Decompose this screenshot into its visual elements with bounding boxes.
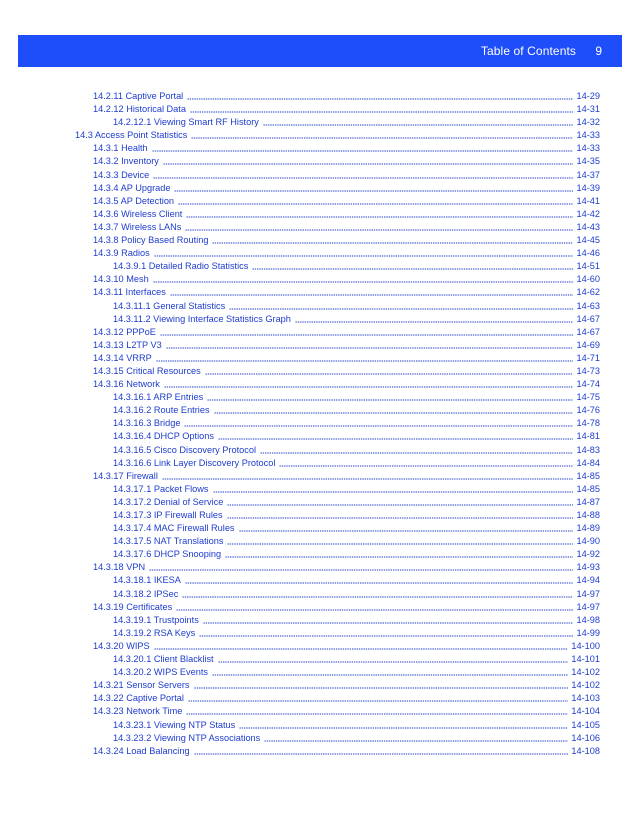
toc-entry-page[interactable]: 14-37 — [576, 169, 600, 180]
toc-entry-page[interactable]: 14-102 — [571, 680, 600, 691]
toc-entry-title[interactable]: 14.3.12 PPPoE — [93, 326, 156, 337]
toc-entry-page[interactable]: 14-106 — [571, 732, 600, 743]
toc-leader-dots — [239, 530, 573, 532]
toc-leader-dots — [263, 124, 573, 126]
toc-entry[interactable] — [0, 352, 638, 365]
toc-entry-title[interactable]: 14.2.11 Captive Portal — [93, 91, 184, 101]
toc-entry-title[interactable]: 14.3.17.6 DHCP Snooping — [113, 549, 222, 560]
toc-leader-dots — [185, 582, 573, 584]
toc-entry[interactable] — [0, 705, 638, 718]
toc-entry-page[interactable]: 14-51 — [576, 261, 600, 272]
toc-entry-title[interactable]: 14.3.3 Device — [93, 169, 150, 180]
toc-entry-title[interactable]: 14.3.16.2 Route Entries — [113, 405, 210, 416]
toc-entry-title[interactable]: 14.3.16 Network — [93, 379, 160, 390]
toc-entry[interactable] — [0, 300, 638, 313]
toc-entry-page[interactable]: 14-108 — [571, 745, 600, 756]
toc-entry-title[interactable]: 14.3.11.1 General Statistics — [113, 300, 226, 311]
toc-entry[interactable] — [0, 195, 638, 208]
toc-entry-page[interactable]: 14-33 — [576, 143, 600, 154]
toc-entry-page[interactable]: 14-85 — [576, 470, 600, 481]
toc-entry[interactable] — [0, 588, 638, 601]
toc-leader-dots — [218, 438, 573, 440]
header-page-number: 9 — [595, 44, 602, 58]
toc-entry-title[interactable]: 14.3.19.1 Trustpoints — [113, 614, 199, 625]
toc-leader-dots — [227, 517, 573, 519]
toc-entry[interactable] — [0, 640, 638, 653]
toc-leader-dots — [149, 569, 573, 571]
toc-entry-title[interactable]: 14.3.17.4 MAC Firewall Rules — [113, 523, 235, 534]
toc-leader-dots — [178, 203, 573, 205]
toc-entry-page[interactable]: 14-84 — [576, 457, 600, 468]
toc-entry-page[interactable]: 14-41 — [576, 195, 600, 206]
toc-entry-title[interactable]: 14.3.16.5 Cisco Discovery Protocol — [113, 444, 256, 455]
toc-leader-dots — [191, 137, 573, 139]
toc-entry-title[interactable]: 14.3.17.3 IP Firewall Rules — [113, 510, 223, 520]
toc-entry-title[interactable]: 14.3.9.1 Detailed Radio Statistics — [113, 261, 249, 272]
toc-entry-page[interactable]: 14-69 — [576, 339, 600, 350]
toc-entry[interactable] — [0, 430, 638, 443]
header-bar — [18, 35, 622, 67]
toc-leader-dots — [163, 163, 573, 165]
toc-entry[interactable] — [0, 378, 638, 391]
toc-entry[interactable] — [0, 365, 638, 378]
toc-entry[interactable] — [0, 548, 638, 561]
toc-entry-title[interactable]: 14.3.17.2 Denial of Service — [113, 496, 224, 507]
toc-entry-page[interactable]: 14-105 — [571, 719, 600, 730]
toc-entry-page[interactable]: 14-29 — [576, 91, 600, 101]
toc-leader-dots — [264, 740, 568, 742]
toc-entry-page[interactable]: 14-90 — [576, 536, 600, 547]
toc-entry-page[interactable]: 14-88 — [576, 510, 600, 520]
toc-leader-dots — [218, 661, 568, 663]
toc-entry[interactable] — [0, 509, 638, 522]
toc-entry[interactable] — [0, 260, 638, 273]
toc-entry[interactable] — [0, 574, 638, 587]
toc-entry[interactable] — [0, 470, 638, 483]
toc-entry-page[interactable]: 14-60 — [576, 274, 600, 285]
toc-entry[interactable] — [0, 182, 638, 195]
toc-entry[interactable] — [0, 614, 638, 627]
toc-entry[interactable] — [0, 129, 638, 142]
toc-entry-title[interactable]: 14.3.19 Certificates — [93, 601, 173, 612]
toc-entry[interactable] — [0, 90, 638, 103]
toc-entry-title[interactable]: 14.3.10 Mesh — [93, 274, 149, 285]
toc-leader-dots — [156, 360, 573, 362]
toc-entry-title[interactable]: 14.3.24 Load Balancing — [93, 745, 190, 756]
toc-leader-dots — [182, 596, 573, 598]
toc-leader-dots — [160, 334, 573, 336]
toc-entry-page[interactable]: 14-74 — [576, 379, 600, 390]
toc-leader-dots — [166, 347, 573, 349]
toc-entry-page[interactable]: 14-31 — [576, 104, 600, 115]
toc-entry[interactable] — [0, 561, 638, 574]
toc-leader-dots — [194, 753, 568, 755]
toc-leader-dots — [225, 556, 573, 558]
toc-leader-dots — [153, 281, 573, 283]
toc-entry-title[interactable]: 14.3.17 Firewall — [93, 470, 158, 481]
toc-entry-page[interactable]: 14-71 — [576, 352, 600, 363]
toc-entry-title[interactable]: 14.3.23.1 Viewing NTP Status — [113, 719, 236, 730]
header-title: Table of Contents — [480, 44, 576, 58]
toc-entry-page[interactable]: 14-45 — [576, 235, 600, 246]
toc-entry[interactable] — [0, 692, 638, 705]
toc-entry[interactable] — [0, 404, 638, 417]
toc-entry[interactable] — [0, 103, 638, 116]
toc-leader-dots — [164, 386, 573, 388]
toc-entry-title[interactable]: 14.3.11 Interfaces — [93, 287, 166, 298]
toc-leader-dots — [184, 425, 573, 427]
toc-leader-dots — [207, 399, 573, 401]
toc-entry-title[interactable]: 14.3.22 Captive Portal — [93, 693, 184, 704]
toc-leader-dots — [239, 727, 568, 729]
toc-leader-dots — [188, 700, 568, 702]
toc-entry-title[interactable]: 14.3.1 Health — [93, 143, 148, 154]
toc-entry[interactable] — [0, 339, 638, 352]
toc-entry-page[interactable]: 14-75 — [576, 392, 600, 403]
toc-entry[interactable] — [0, 169, 638, 182]
toc-entry-title[interactable]: 14.3.11.2 Viewing Interface Statistics Graph — [113, 313, 291, 324]
toc-leader-dots — [252, 268, 573, 270]
toc-entry-title[interactable]: 14.3.18.1 IKESA — [113, 575, 181, 586]
toc-entry-title[interactable]: 14.3.18.2 IPSec — [113, 588, 179, 599]
toc-leader-dots — [176, 609, 573, 611]
toc-leader-dots — [227, 543, 573, 545]
toc-leader-dots — [205, 373, 573, 375]
toc-entry[interactable] — [0, 535, 638, 548]
toc-entry[interactable] — [0, 627, 638, 640]
toc-entry[interactable] — [0, 679, 638, 692]
toc-entry-page[interactable]: 14-98 — [576, 614, 600, 625]
toc-entry[interactable] — [0, 653, 638, 666]
toc-leader-dots — [153, 177, 573, 179]
toc-entry[interactable] — [0, 326, 638, 339]
toc-entry[interactable] — [0, 496, 638, 509]
toc-leader-dots — [187, 98, 573, 100]
table-of-contents — [0, 90, 638, 758]
toc-entry[interactable] — [0, 745, 638, 758]
toc-entry[interactable] — [0, 719, 638, 732]
toc-entry[interactable] — [0, 234, 638, 247]
toc-leader-dots — [199, 635, 573, 637]
toc-entry-title[interactable]: 14.3.16.6 Link Layer Discovery Protocol — [113, 457, 276, 468]
toc-entry-title[interactable]: 14.3.20 WIPS — [93, 640, 150, 651]
toc-leader-dots — [186, 216, 573, 218]
toc-entry-page[interactable]: 14-92 — [576, 549, 600, 560]
toc-entry-page[interactable]: 14-32 — [576, 117, 600, 128]
toc-entry-page[interactable]: 14-67 — [576, 313, 600, 324]
toc-entry[interactable] — [0, 116, 638, 129]
toc-entry-page[interactable]: 14-46 — [576, 248, 600, 259]
toc-entry-title[interactable]: 14.3.6 Wireless Client — [93, 208, 183, 219]
toc-entry-title[interactable]: 14.3.16.4 DHCP Options — [113, 431, 214, 442]
toc-entry[interactable] — [0, 221, 638, 234]
toc-entry[interactable] — [0, 457, 638, 470]
toc-leader-dots — [212, 242, 573, 244]
toc-leader-dots — [154, 648, 568, 650]
toc-entry-page[interactable]: 14-97 — [576, 588, 600, 599]
toc-entry-title[interactable]: 14.3 Access Point Statistics — [75, 130, 188, 141]
toc-entry-page[interactable]: 14-67 — [576, 326, 600, 337]
toc-entry-title[interactable]: 14.3.13 L2TP V3 — [93, 339, 162, 350]
toc-leader-dots — [214, 412, 573, 414]
toc-entry[interactable] — [0, 732, 638, 745]
toc-leader-dots — [260, 452, 573, 454]
toc-entry-page[interactable]: 14-99 — [576, 627, 600, 638]
toc-entry-title[interactable]: 14.3.20.1 Client Blacklist — [113, 654, 214, 665]
toc-entry-page[interactable]: 14-33 — [576, 130, 600, 141]
toc-entry-title[interactable]: 14.3.23.2 Viewing NTP Associations — [113, 732, 261, 743]
toc-entry-page[interactable]: 14-39 — [576, 182, 600, 193]
toc-leader-dots — [295, 321, 573, 323]
toc-entry-page[interactable]: 14-93 — [576, 562, 600, 573]
toc-entry-title[interactable]: 14.3.15 Critical Resources — [93, 365, 201, 376]
toc-entry-page[interactable]: 14-103 — [571, 693, 600, 704]
toc-entry-page[interactable]: 14-104 — [571, 706, 600, 717]
toc-entry-page[interactable]: 14-43 — [576, 221, 600, 232]
toc-leader-dots — [185, 229, 573, 231]
toc-entry-page[interactable]: 14-78 — [576, 418, 600, 429]
toc-entry-page[interactable]: 14-87 — [576, 496, 600, 507]
toc-entry[interactable] — [0, 142, 638, 155]
toc-entry[interactable] — [0, 666, 638, 679]
toc-entry[interactable] — [0, 286, 638, 299]
toc-entry-title[interactable]: 14.3.7 Wireless LANs — [93, 221, 182, 232]
toc-entry-title[interactable]: 14.3.21 Sensor Servers — [93, 680, 190, 691]
toc-leader-dots — [162, 478, 573, 480]
toc-entry-page[interactable]: 14-101 — [571, 654, 600, 665]
toc-entry-page[interactable]: 14-76 — [576, 405, 600, 416]
toc-entry-page[interactable]: 14-85 — [576, 483, 600, 494]
toc-entry-title[interactable]: 14.3.20.2 WIPS Events — [113, 667, 208, 678]
toc-entry-page[interactable]: 14-62 — [576, 287, 600, 298]
toc-entry-page[interactable]: 14-81 — [576, 431, 600, 442]
toc-entry-page[interactable]: 14-42 — [576, 208, 600, 219]
toc-entry-title[interactable]: 14.3.14 VRRP — [93, 352, 152, 363]
toc-entry[interactable] — [0, 522, 638, 535]
toc-entry-title[interactable]: 14.3.5 AP Detection — [93, 195, 175, 206]
toc-entry-title[interactable]: 14.2.12 Historical Data — [93, 104, 186, 115]
toc-leader-dots — [279, 465, 573, 467]
toc-entry-title[interactable]: 14.3.19.2 RSA Keys — [113, 627, 196, 638]
toc-entry[interactable] — [0, 247, 638, 260]
toc-leader-dots — [203, 622, 573, 624]
toc-entry-page[interactable]: 14-73 — [576, 365, 600, 376]
toc-entry[interactable] — [0, 417, 638, 430]
toc-entry-title[interactable]: 14.3.9 Radios — [93, 248, 150, 259]
toc-leader-dots — [152, 150, 573, 152]
toc-leader-dots — [212, 674, 568, 676]
toc-leader-dots — [154, 255, 573, 257]
toc-entry-title[interactable]: 14.3.16.3 Bridge — [113, 418, 181, 429]
toc-entry-title[interactable]: 14.3.18 VPN — [93, 562, 146, 573]
toc-leader-dots — [170, 294, 573, 296]
toc-leader-dots — [227, 504, 573, 506]
toc-entry-page[interactable]: 14-89 — [576, 523, 600, 534]
toc-entry[interactable] — [0, 483, 638, 496]
toc-entry-page[interactable]: 14-102 — [571, 667, 600, 678]
toc-entry-page[interactable]: 14-100 — [571, 640, 600, 651]
toc-entry-title[interactable]: 14.2.12.1 Viewing Smart RF History — [113, 117, 259, 128]
toc-entry[interactable] — [0, 155, 638, 168]
toc-entry-page[interactable]: 14-83 — [576, 444, 600, 455]
toc-entry-page[interactable]: 14-97 — [576, 601, 600, 612]
toc-leader-dots — [194, 687, 568, 689]
toc-entry[interactable] — [0, 273, 638, 286]
toc-leader-dots — [190, 111, 573, 113]
toc-entry-title[interactable]: 14.3.17.1 Packet Flows — [113, 483, 209, 494]
toc-entry[interactable] — [0, 391, 638, 404]
toc-leader-dots — [186, 713, 568, 715]
toc-leader-dots — [213, 491, 573, 493]
toc-entry-page[interactable]: 14-63 — [576, 300, 600, 311]
toc-entry-page[interactable]: 14-94 — [576, 575, 600, 586]
toc-entry[interactable] — [0, 601, 638, 614]
toc-entry[interactable] — [0, 208, 638, 221]
toc-entry-title[interactable]: 14.3.4 AP Upgrade — [93, 182, 171, 193]
toc-entry-title[interactable]: 14.3.16.1 ARP Entries — [113, 392, 204, 403]
toc-entry-title[interactable]: 14.3.23 Network Time — [93, 706, 183, 717]
toc-entry-title[interactable]: 14.3.2 Inventory — [93, 156, 159, 167]
toc-entry[interactable] — [0, 444, 638, 457]
toc-entry-title[interactable]: 14.3.17.5 NAT Translations — [113, 536, 224, 547]
toc-entry-page[interactable]: 14-35 — [576, 156, 600, 167]
toc-leader-dots — [174, 190, 573, 192]
toc-leader-dots — [229, 308, 573, 310]
toc-entry[interactable] — [0, 313, 638, 326]
toc-entry-title[interactable]: 14.3.8 Policy Based Routing — [93, 235, 209, 246]
